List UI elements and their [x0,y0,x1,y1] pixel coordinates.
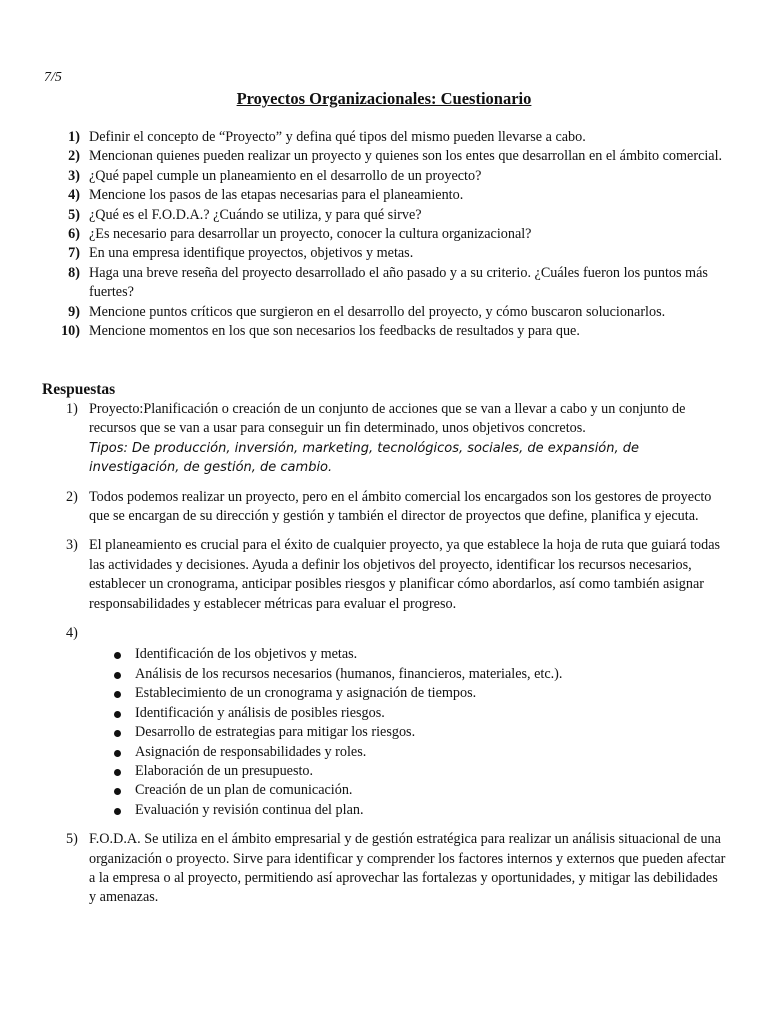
question-number: 2) [68,148,80,165]
bullet-item [89,684,727,703]
bullet-icon [114,750,121,757]
question-text: ¿Es necesario para desarrollar un proyecto, conocer la cultura organizacional? [89,226,532,243]
answer-item [42,830,727,908]
bullet-text: Asignación de responsabilidades y roles. [135,743,367,760]
question-number: 8) [68,264,80,281]
bullet-text: Identificación de los objetivos y metas. [135,646,358,663]
bullet-text: Elaboración de un presupuesto. [135,762,314,779]
question-text: En una empresa identifique proyectos, objetivos y metas. [89,245,414,262]
answer-number: 5) [66,831,78,848]
question-text: Definir el concepto de “Proyecto” y defina qué tipos del mismo pueden llevarse a cabo. [89,129,586,145]
answer-number: 1) [66,401,78,417]
answers-heading: Respuestas [42,381,116,398]
bullet-text: Identificación y análisis de posibles riesgos. [135,704,385,721]
question-text: ¿Qué papel cumple un planeamiento en el desarrollo de un proyecto? [89,167,482,184]
question-number: 5) [68,206,80,223]
question-number: 1) [68,129,80,145]
question-number: 4) [68,187,80,204]
answer-number: 3) [66,537,78,554]
bullet-icon [114,672,121,679]
question-number: 7) [68,245,80,262]
answer-text: Proyecto:Planificación o creación de un conjunto de acciones que se van a llevar a cabo y un conjunto de recursos que se van a usar para conseguir un fin determinado, unos objetivos concretos. [89,401,686,437]
question-text: Mencione momentos en los que son necesarios los feedbacks de resultados y para que. [89,323,580,340]
answer-number: 2) [66,488,78,505]
answer-types: Tipos: De producción, inversión, marketing, tecnológicos, sociales, de expansión, de investigación, de gestión, de cambio. [89,440,640,476]
question-text: ¿Qué es el F.O.D.A.? ¿Cuándo se utiliza, y para qué sirve? [89,206,422,223]
question-item [42,147,732,166]
bullet-icon [114,808,121,815]
question-text: Mencione los pasos de las etapas necesarias para el planeamiento. [89,187,464,204]
bullet-text: Desarrollo de estrategias para mitigar los riesgos. [135,724,416,741]
question-item [42,206,732,225]
question-number: 6) [68,226,80,243]
answer-item [42,488,727,527]
answer-text: El planeamiento es crucial para el éxito de cualquier proyecto, ya que establece la hoja de ruta que guiará todas las actividades y decisiones. Ayuda a definir los objetivos del proyecto, identificar los recursos necesarios, establecer un cronograma, anticipar posibles riesgos y planificar cómo abordarlos, así como también asignar responsabilidades y establecer métricas para evaluar el progreso. [89,537,721,612]
answer-number: 4) [66,625,78,642]
question-number: 3) [68,167,80,184]
bullet-icon [114,691,121,698]
document-title: Proyectos Organizacionales: Cuestionario [236,89,532,108]
planning-steps-list [89,645,727,820]
bullet-icon [114,769,121,776]
bullet-text: Creación de un plan de comunicación. [135,782,353,799]
question-item [42,128,732,147]
bullet-item [89,743,727,762]
bullet-item [89,762,727,781]
answer-item [42,624,727,820]
bullet-icon [114,730,121,737]
bullet-icon [114,711,121,718]
question-item [42,264,732,303]
question-list [42,128,732,341]
bullet-text: Establecimiento de un cronograma y asignación de tiempos. [135,685,477,702]
answer-text: Todos podemos realizar un proyecto, pero en el ámbito comercial los encargados son los gestores de proyecto que se encargan de su dirección y gestión y también el director de proyectos que define, planifica y ejecuta. [89,488,712,525]
bullet-icon [114,788,121,795]
answer-spacer [89,624,727,643]
question-item [42,303,732,322]
bullet-item [89,781,727,800]
question-text: Mencionan quienes pueden realizar un proyecto y quienes son los entes que desarrollan en el ámbito comercial. [89,148,723,165]
question-number: 9) [68,303,80,320]
bullet-item [89,704,727,723]
question-item [42,322,732,341]
answer-item [42,536,727,614]
question-item [42,225,732,244]
document-date: 7/5 [44,70,62,85]
bullet-text: Evaluación y revisión continua del plan. [135,801,364,818]
question-item [42,167,732,186]
answer-list [42,400,727,918]
question-item [42,244,732,263]
question-text: Haga una breve reseña del proyecto desarrollado el año pasado y a su criterio. ¿Cuáles fueron los puntos más fuertes? [89,264,708,301]
answer-item [42,400,727,478]
question-item [42,186,732,205]
bullet-item [89,723,727,742]
bullet-item [89,665,727,684]
question-text: Mencione puntos críticos que surgieron en el desarrollo del proyecto, y cómo buscaron solucionarlos. [89,303,666,320]
answer-text: F.O.D.A. Se utiliza en el ámbito empresarial y de gestión estratégica para realizar un análisis situacional de una organización o proyecto. Sirve para identificar y comprender los factores internos y externos que pueden afectar a la empresa o al proyecto, permitiendo así aprovechar las fortalezas y oportunidades, y mitigar las debilidades y amenazas. [89,831,726,906]
question-number: 10) [61,323,80,340]
bullet-icon [114,652,121,659]
bullet-item [89,801,727,820]
bullet-item [89,645,727,664]
bullet-text: Análisis de los recursos necesarios (humanos, financieros, materiales, etc.). [135,665,563,682]
